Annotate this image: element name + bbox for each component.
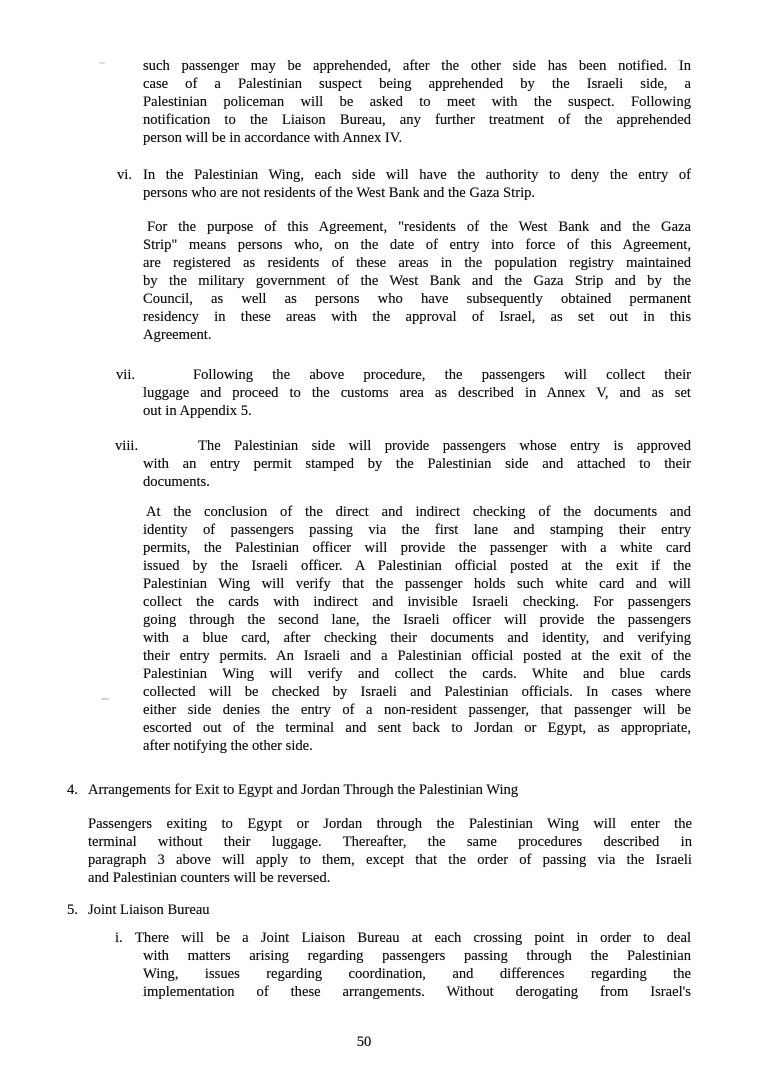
item-viii [115,437,691,491]
text-line: after notifying the other side. [143,738,313,754]
scan-artifact [99,62,105,64]
para-cards [143,503,691,755]
heading-5-marker: 5. [67,902,78,918]
text-line: their entry permits. An Israeli and a Palestinian official posted at the exit of the [143,648,691,664]
text-line: Strip" means persons who, on the date of entry into force of this Agreement, [143,237,691,253]
text-line: by the military government of the West Bank and the Gaza Strip and by the [143,273,691,289]
text-line: Palestinian Wing will verify that the passenger holds such white card and will [143,576,691,592]
text-line: out in Appendix 5. [143,403,252,419]
text-line: issued by the Israeli officer. A Palestinian official posted at the exit if the [143,558,691,574]
heading-4 [67,781,692,799]
text-line: going through the second lane, the Israeli officer will provide the passengers [143,612,691,628]
text-line: Wing, issues regarding coordination, and differences regarding the [143,966,691,982]
text-line: Palestinian Wing will verify and collect the cards. White and blue cards [143,666,691,682]
heading-4-marker: 4. [67,782,78,798]
item-vi [117,166,691,202]
text-line: and Palestinian counters will be reversed. [88,870,331,886]
text-line: with an entry permit stamped by the Palestinian side and attached to their [143,456,691,472]
text-line: permits, the Palestinian officer will provide the passenger with a white card [143,540,691,556]
item-viii-marker: viii. [115,438,139,454]
text-line: Joint Liaison Bureau [88,902,210,918]
text-line: paragraph 3 above will apply to them, except that the order of passing via the Israeli [88,852,692,868]
text-line: person will be in accordance with Annex IV. [143,130,403,146]
text-line: identity of passengers passing via the first lane and stamping their entry [143,522,691,538]
text-line: persons who are not residents of the West Bank and the Gaza Strip. [143,185,536,201]
item-vii-marker: vii. [116,367,136,383]
text-line: collect the cards with indirect and invisible Israeli checking. For passengers [143,594,691,610]
text-line: either side denies the entry of a non-resident passenger, that passenger will be [143,702,691,718]
heading-5 [67,901,692,919]
text-line: Agreement. [143,327,212,343]
text-line: with a blue card, after checking their documents and identity, and verifying [143,630,691,646]
text-line: terminal without their luggage. Thereafter, the same procedures described in [88,834,692,850]
text-line: collected will be checked by Israeli and Palestinian officials. In cases where [143,684,691,700]
text-line: such passenger may be apprehended, after the other side has been notified. In [143,58,691,74]
text-line: documents. [143,474,210,490]
item-vii [116,366,691,420]
item-vi-marker: vi. [117,167,132,183]
text-line: luggage and proceed to the customs area as described in Annex V, and as set [143,385,691,401]
scan-artifact [101,698,109,700]
text-line: Council, as well as persons who have subsequently obtained permanent [143,291,691,307]
text-line: In the Palestinian Wing, each side will have the authority to deny the entry of [143,167,691,183]
text-line: The Palestinian side will provide passengers whose entry is approved [198,438,691,454]
text-line: are registered as residents of these areas in the population registry maintained [143,255,691,271]
text-line: There will be a Joint Liaison Bureau at each crossing point in order to deal [135,930,691,946]
text-line: At the conclusion of the direct and indirect checking of the documents and [146,504,691,520]
item-i-marker: i. [115,930,123,946]
text-line: Arrangements for Exit to Egypt and Jordan Through the Palestinian Wing [88,782,519,798]
para-exit [88,815,692,887]
text-line: implementation of these arrangements. Without derogating from Israel's [143,984,691,1000]
para-residents [143,218,691,344]
text-line: notification to the Liaison Bureau, any further treatment of the apprehended [143,112,691,128]
text-line: Following the above procedure, the passengers will collect their [193,367,691,383]
text-line: Passengers exiting to Egypt or Jordan through the Palestinian Wing will enter the [88,816,692,832]
item-i [115,929,691,1001]
page-number: 50 [356,1034,372,1050]
para-apprehended [143,57,691,147]
text-line: residency in these areas with the approval of Israel, as set out in this [143,309,691,325]
text-line: Palestinian policeman will be asked to meet with the suspect. Following [143,94,691,110]
text-line: with matters arising regarding passengers passing through the Palestinian [143,948,691,964]
text-line: case of a Palestinian suspect being apprehended by the Israeli side, a [143,76,691,92]
text-line: escorted out of the terminal and sent back to Jordan or Egypt, as appropriate, [143,720,691,736]
text-line: For the purpose of this Agreement, "residents of the West Bank and the Gaza [147,219,691,235]
